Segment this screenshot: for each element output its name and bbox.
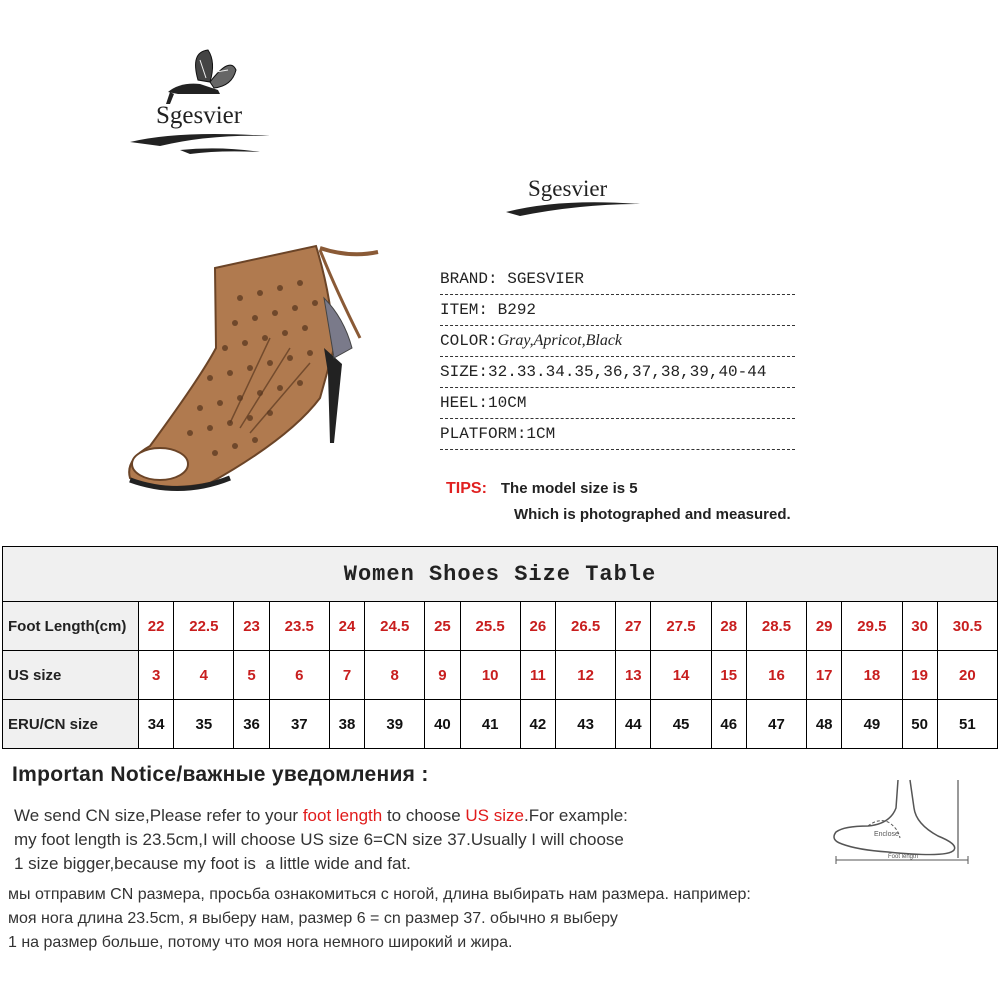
spec-heel: HEEL:10CM — [440, 388, 795, 419]
table-cell: 9 — [425, 651, 460, 700]
table-cell: 23.5 — [269, 602, 329, 651]
table-cell: 26 — [520, 602, 555, 651]
table-cell: 29 — [807, 602, 842, 651]
table-cell: 41 — [460, 700, 520, 749]
spec-color-value: Gray,Apricot,Black — [497, 332, 623, 349]
table-cell: 42 — [520, 700, 555, 749]
table-cell: 19 — [902, 651, 937, 700]
row-label: Foot Length(cm) — [3, 602, 139, 651]
notice-ru-line3: 1 на размер больше, потому что моя нога немного широкий и жира. — [8, 934, 513, 951]
tips — [446, 480, 791, 523]
table-cell: 27.5 — [651, 602, 711, 651]
spec-platform: PLATFORM:1CM — [440, 419, 795, 450]
table-cell: 7 — [329, 651, 364, 700]
table-cell: 24 — [329, 602, 364, 651]
table-cell: 28 — [711, 602, 746, 651]
row-label: US size — [3, 651, 139, 700]
row-label: ERU/CN size — [3, 700, 139, 749]
table-cell: 13 — [616, 651, 651, 700]
notice-text: We send CN size,Please refer to your — [14, 806, 303, 825]
enclose-label: Enclose — [874, 831, 899, 838]
table-cell: 16 — [746, 651, 806, 700]
table-cell: 40 — [425, 700, 460, 749]
table-cell: 5 — [234, 651, 269, 700]
table-cell: 26.5 — [556, 602, 616, 651]
table-cell: 30 — [902, 602, 937, 651]
brand-logo — [120, 42, 290, 162]
table-cell: 34 — [139, 700, 174, 749]
table-cell: 27 — [616, 602, 651, 651]
foot-measure-icon — [828, 778, 978, 868]
table-cell: 37 — [269, 700, 329, 749]
table-row-eu-cn-size — [3, 700, 998, 749]
table-cell: 45 — [651, 700, 711, 749]
table-cell: 25 — [425, 602, 460, 651]
notice-ru-line2: моя нога длина 23.5cm, я выберу нам, размер 6 = cn размер 37. обычно я выберу — [8, 910, 618, 927]
notice-text: .For example: — [523, 806, 628, 825]
table-cell: 36 — [234, 700, 269, 749]
notice-english — [14, 804, 774, 876]
table-cell: 3 — [139, 651, 174, 700]
table-cell: 12 — [556, 651, 616, 700]
table-cell: 39 — [365, 700, 425, 749]
table-cell: 20 — [937, 651, 997, 700]
table-cell: 44 — [616, 700, 651, 749]
table-cell: 46 — [711, 700, 746, 749]
spec-size: SIZE:32.33.34.35,36,37,38,39,40-44 — [440, 357, 795, 388]
table-cell: 35 — [174, 700, 234, 749]
peep-toe-bootie-icon — [120, 228, 390, 498]
product-shoe-image — [120, 228, 390, 498]
logo-swoosh-icon — [500, 168, 650, 228]
table-cell: 38 — [329, 700, 364, 749]
notice-russian — [8, 883, 998, 955]
notice-en-line3: 1 size bigger,because my foot is a little wide and fat. — [14, 854, 411, 873]
table-cell: 6 — [269, 651, 329, 700]
notice-ru-line1: мы отправим CN размера, просьба ознакомиться с ногой, длина выбирать нам размера. например: — [8, 886, 751, 903]
table-cell: 29.5 — [842, 602, 902, 651]
foot-length-highlight: foot length — [302, 806, 383, 825]
table-cell: 17 — [807, 651, 842, 700]
table-cell: 49 — [842, 700, 902, 749]
table-cell: 15 — [711, 651, 746, 700]
table-cell: 28.5 — [746, 602, 806, 651]
table-cell: 48 — [807, 700, 842, 749]
table-cell: 24.5 — [365, 602, 425, 651]
spec-item: ITEM: B292 — [440, 295, 795, 326]
table-cell: 23 — [234, 602, 269, 651]
us-size-highlight: US size — [465, 806, 524, 825]
spec-color-label: COLOR: — [440, 332, 498, 350]
tips-label: TIPS: — [446, 480, 487, 497]
tips-line1: The model size is 5 — [500, 480, 638, 497]
table-cell: 50 — [902, 700, 937, 749]
table-cell: 47 — [746, 700, 806, 749]
product-specs — [440, 264, 795, 450]
notice-en-line1 — [14, 804, 774, 828]
table-cell: 43 — [556, 700, 616, 749]
table-cell: 14 — [651, 651, 711, 700]
notice-title: Importan Notice/важные уведомления : — [12, 763, 429, 786]
table-cell: 30.5 — [937, 602, 997, 651]
size-table — [2, 546, 998, 749]
foot-length-label: Foot length — [888, 854, 919, 860]
table-cell: 4 — [174, 651, 234, 700]
table-cell: 25.5 — [460, 602, 520, 651]
table-row-foot-length — [3, 602, 998, 651]
notice-text: to choose — [382, 806, 466, 825]
brand-logo-small-text: Sgesvier — [528, 176, 608, 201]
spec-brand: BRAND: SGESVIER — [440, 264, 795, 295]
table-cell: 18 — [842, 651, 902, 700]
table-cell: 8 — [365, 651, 425, 700]
spec-color — [440, 326, 795, 357]
table-cell: 10 — [460, 651, 520, 700]
table-cell: 22.5 — [174, 602, 234, 651]
table-row-us-size — [3, 651, 998, 700]
brand-logo-text: Sgesvier — [156, 102, 243, 129]
table-cell: 22 — [139, 602, 174, 651]
brand-logo-small — [500, 168, 650, 228]
size-table-title: Women Shoes Size Table — [3, 547, 998, 602]
tips-line2: Which is photographed and measured. — [514, 506, 791, 523]
table-cell: 11 — [520, 651, 555, 700]
notice-en-line2: my foot length is 23.5cm,I will choose US size 6=CN size 37.Usually I will choose — [14, 830, 624, 849]
table-cell: 51 — [937, 700, 997, 749]
foot-diagram — [828, 778, 978, 868]
